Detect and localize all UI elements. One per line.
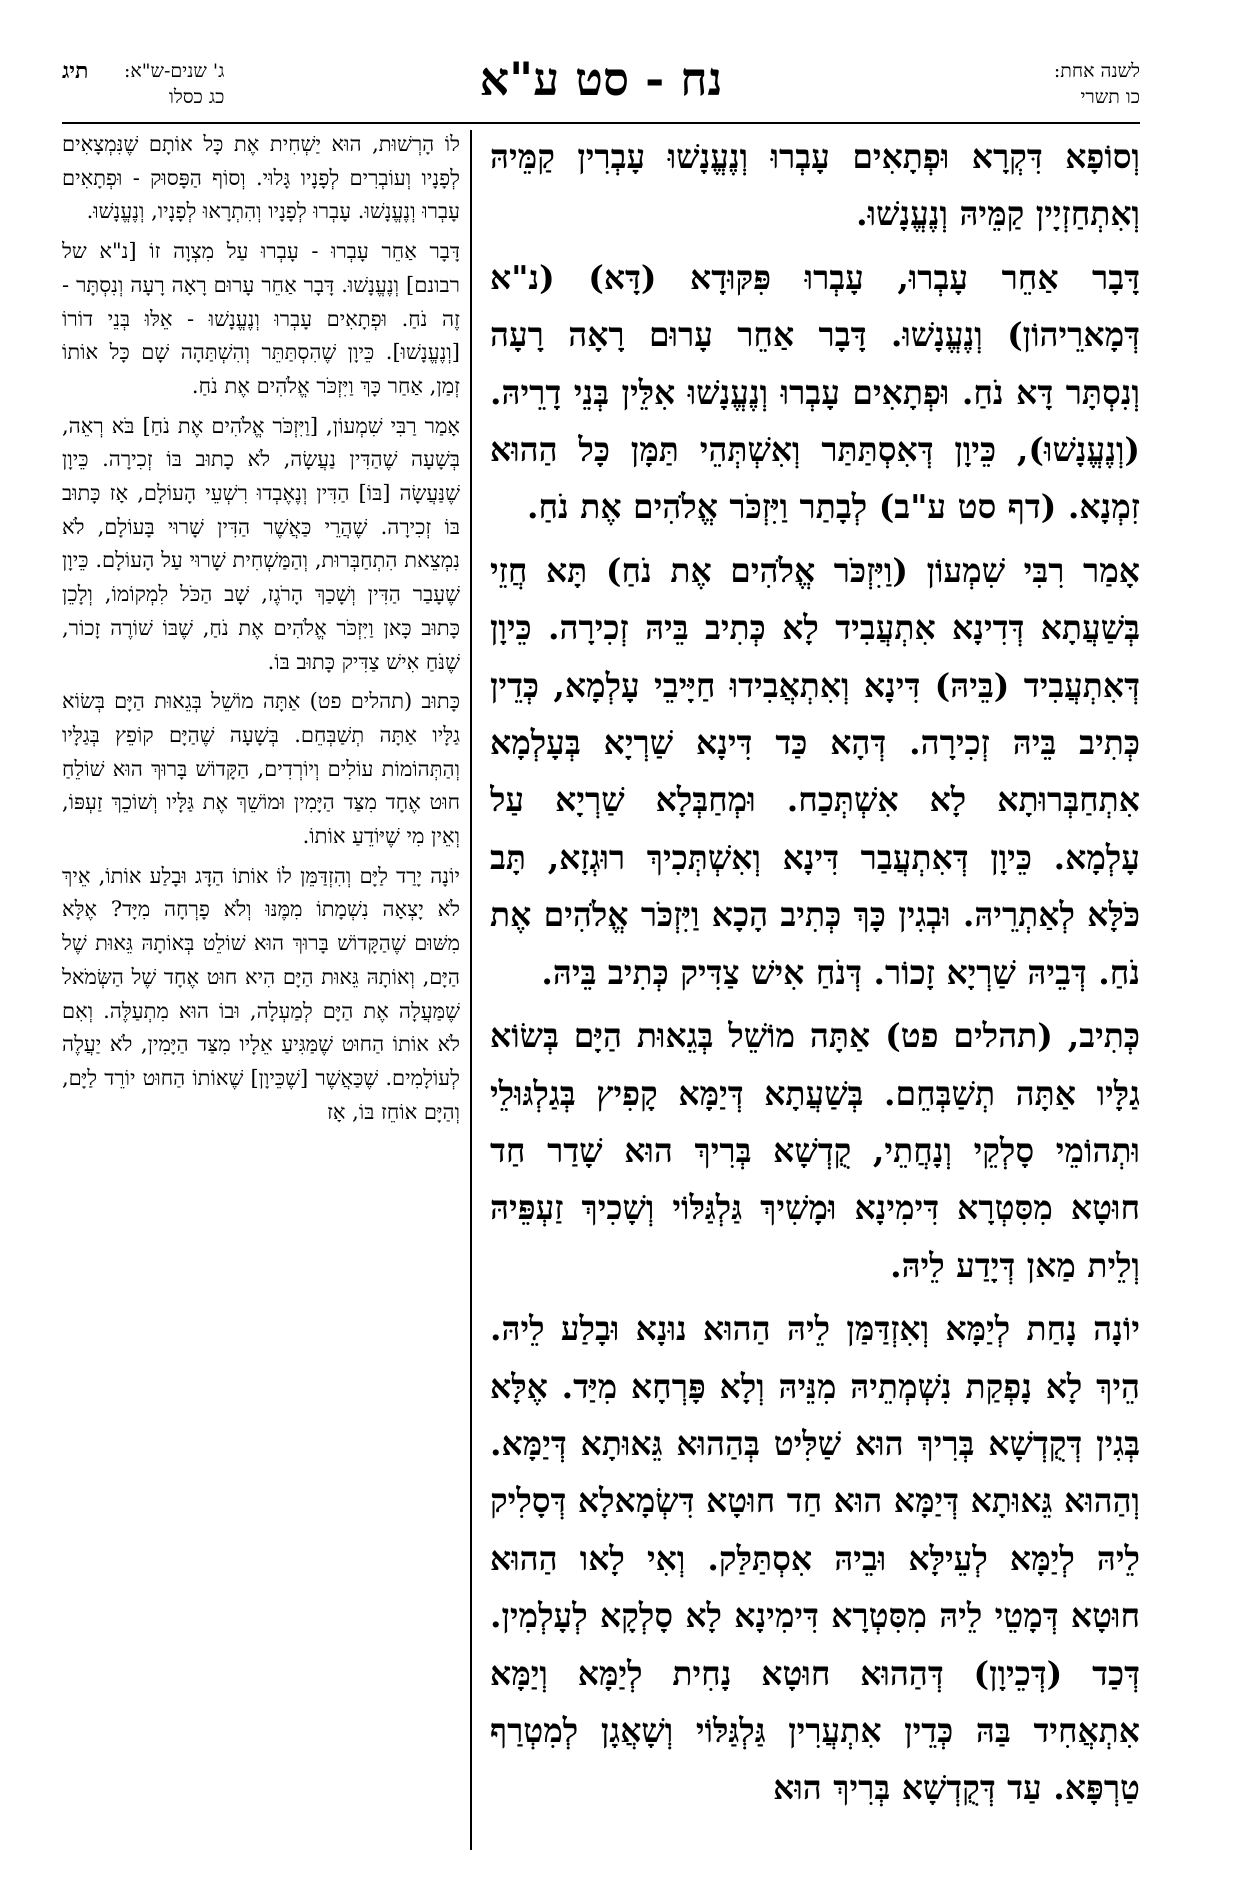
main-paragraph: כְּתִיב, (תהלים פט) אַתָּה מוֹשֵׁל בְּגֵאוּת הַיָּם בְּשׂוֹא גַלָּיו אַתָּה תְשַׁבְּחֵם. בְּשַׁעֲתָא דְּיַמָּא קָפִיץ בְּגַלְגּוּלֵי וּתְהוֹמֵי סָלְקֵי וְנָחֲתֵי, קֻדְשָׁא בְּרִיךְ הוּא שָׁדַר חַד חוּטָא מִסִּטְרָא דִּימִינָא וּמָשִׁיךְ גַּלְגַּלּוֹי וְשָׁכִיךְ זַעְפֵּיהּ וְלֵית מַאן דְּיָדַע לֵיהּ.	[490, 1016, 1140, 1285]
schedule-label-three-years: ג' שנים-ש"א:	[124, 60, 225, 82]
main-paragraph: אָמַר רִבִּי שִׁמְעוֹן (וַיִּזְכֹּר אֱלֹהִים אֶת נֹחַ) תָּא חֲזֵי בְּשַׁעֲתָא דְּדִינָא אִתְעֲבִיד לָא כְּתִיב בֵּיהּ זְכִירָה. כֵּיוָן דְּאִתְעֲבִיד (בֵּיהּ) דִּינָא וְאִתְאֲבִידוּ חַיָּיבֵי עָלְמָא, כְּדֵין כְּתִיב בֵּיהּ זְכִירָה. דְּהָא כַּד דִּינָא שַׁרְיָא בְּעָלְמָא אִתְחַבְּרוּתָא לָא אִשְׁתְּכַח. וּמְחַבְּלָא שַׁרְיָא עַל עָלְמָא. כֵּיוָן דְּאִתְעֲבַר דִּינָא וְאִשְׁתְּכִיךְ רוּגְזָא, תָּב כֹּלָּא לְאַתְרֵיהּ. וּבְגִין כָּךְ כְּתִיב הָכָא וַיִּזְכֹּר אֱלֹהִים אֶת נֹחַ. דְּבֵיהּ שַׁרְיָא זָכוֹר. דְּנֹחַ אִישׁ צַדִּיק כְּתִיב בֵּיהּ.	[490, 550, 1140, 992]
page-title: נח - סט ע"א	[479, 52, 723, 106]
header-study-schedule-left	[124, 58, 224, 110]
side-paragraph: דָּבָר אַחֵר עָבְרוּ - עָבְרוּ עַל מִצְוָה זוֹ [נ"א של רבונם] וְנֶעֱנָשׁוּ. דָּבָר אַחֵר עָרוּם רָאָה רָעָה וְנִסְתָּר - זֶה נֹחַ. וּפְתָאִים עָבְרוּ וְנֶעֱנָשׁוּ - אֵלּוּ בְּנֵי דוֹרוֹ [וְנֶעֱנָשׁוּ]. כֵּיוָן שֶׁהִסְתַּתֵּר וְהִשְׁתַּהָה שָׁם כָּל אוֹתוֹ זְמַן, אַחַר כָּךְ וַיִּזְכֹּר אֱלֹהִים אֶת נֹחַ.	[62, 239, 460, 398]
main-paragraph: דָּבָר אַחֵר עָבְרוּ, עָבְרוּ פִּקּוּדָא (דָּא) (נ"א דְּמָארֵיהוֹן) וְנֶעֱנָשׁוּ. דָּבָר אַחֵר עָרוּם רָאָה רָעָה וְנִסְתָּר דָּא נֹחַ. וּפְתָאִים עָבְרוּ וְנֶעֱנָשׁוּ אִלֵּין בְּנֵי דָרֵיהּ. (וְנֶעֱנָשׁוּ), כֵּיוָן דְּאִסְתַּתַּר וְאִשְׁתְּהֵי תַּמָּן כָּל הַהוּא זִמְנָא. (דף סט ע"ב) לְבָתַר וַיִּזְכֹּר אֱלֹהִים אֶת נֹחַ.	[490, 257, 1140, 527]
page-number: תיג	[62, 58, 89, 84]
main-paragraph: יוֹנָה נָחַת לְיַמָּא וְאִזְדַּמַּן לֵיהּ הַהוּא נוּנָא וּבָלַע לֵיהּ. הֵיךְ לָא נָפְקַת נִשְׁמְתֵיהּ מִנֵּיהּ וְלָא פָּרְחָא מִיַּד. אֶלָּא בְּגִין דְּקֻדְשָׁא בְּרִיךְ הוּא שַׁלִּיט בְּהַהוּא גֵּאוּתָא דְּיַמָּא. וְהַהוּא גֵּאוּתָא דְּיַמָּא הוּא חַד חוּטָא דִּשְׂמָאלָא דְּסָלִיק לֵיהּ לְיַמָּא לְעֵילָּא וּבֵיהּ אִסְתַּלַּק. וְאִי לָאו הַהוּא חוּטָא דְּמָטֵי לֵיהּ מִסִּטְרָא דִּימִינָא לָא סָלְקָא לְעָלְמִין. דְּכַד (דְּכֵיוָן) דְּהַהוּא חוּטָא נָחִית לְיַמָּא וְיַמָּא אִתְאֲחִיד בַּהּ כְּדֵין אִתְעֲרִין גַּלְגַּלּוֹי וְשָׁאֲגָן לְמִטְרַף טַרְפָּא. עַד דְּקֻדְשָׁא בְּרִיךְ הוּא	[490, 1309, 1140, 1808]
schedule-date-tishrei: כו תשרי	[1080, 86, 1140, 108]
aramaic-text-column	[490, 128, 1140, 1850]
side-paragraph: אָמַר רַבִּי שִׁמְעוֹן, [וַיִּזְכֹּר אֱלֹהִים אֶת נֹחַ] בֹּא רְאֵה, בְּשָׁעָה שֶׁהַדִּין נַעֲשָׂה, לֹא כָתוּב בּוֹ זְכִירָה. כֵּיוָן שֶׁנַּעֲשָׂה [בּוֹ] הַדִּין וְנֶאֶבְדוּ רִשְׁעֵי הָעוֹלָם, אָז כָּתוּב בּוֹ זְכִירָה. שֶׁהֲרֵי כַּאֲשֶׁר הַדִּין שָׁרוּי בָּעוֹלָם, לֹא נִמְצֵאת הִתְחַבְּרוּת, וְהַמַּשְׁחִית שָׁרוּי עַל הָעוֹלָם. כֵּיוָן שֶׁעָבַר הַדִּין וְשָׁכַךְ הָרֹגֶז, שָׁב הַכֹּל לִמְקוֹמוֹ, וְלָכֵן כָּתוּב כָּאן וַיִּזְכֹּר אֱלֹהִים אֶת נֹחַ, שֶׁבּוֹ שׁוֹרֶה זָכוֹר, שֶׁנֹּחַ אִישׁ צַדִּיק כָּתוּב בּוֹ.	[62, 413, 460, 674]
page-header	[62, 48, 1140, 116]
side-paragraph: כָּתוּב (תהלים פט) אַתָּה מוֹשֵׁל בְּגֵאוּת הַיָּם בְּשׂוֹא גַלָּיו אַתָּה תְשַׁבְּחֵם. בְּשָׁעָה שֶׁהַיָּם קוֹפֵץ בְּגַלָּיו וְהַתְּהוֹמוֹת עוֹלִים וְיוֹרְדִים, הַקָּדוֹשׁ בָּרוּךְ הוּא שׁוֹלֵחַ חוּט אֶחָד מִצַּד הַיָּמִין וּמוֹשֵׁךְ אֶת גַּלָּיו וְשׁוֹכֵךְ זַעְפּוֹ, וְאֵין מִי שֶׁיּוֹדֵעַ אוֹתוֹ.	[62, 689, 460, 849]
side-paragraph: לוֹ הָרְשׁוּת, הוּא יַשְׁחִית אֶת כָּל אוֹתָם שֶׁנִּמְצָאִים לְפָנָיו וְעוֹבְרִים לְפָנָיו גָּלוּי. וְסוֹף הַפָּסוּק - וּפְתָאִים עָבְרוּ וְנֶעֱנָשׁוּ. עָבְרוּ לְפָנָיו וְהִתְרָאוּ לְפָנָיו, וְנֶעֱנָשׁוּ.	[62, 132, 460, 224]
column-divider	[470, 130, 472, 1850]
schedule-label-one-year: לשנה אחת:	[1053, 60, 1140, 82]
side-paragraph: יוֹנָה יָרַד לַיָּם וְהִזְדַּמֵּן לוֹ אוֹתוֹ הַדָּג וּבָלַע אוֹתוֹ, אֵיךְ לֹא יָצְאָה נִשְׁמָתוֹ מִמֶּנּוּ וְלֹא פָרְחָה מִיָּד? אֶלָּא מִשּׁוּם שֶׁהַקָּדוֹשׁ בָּרוּךְ הוּא שׁוֹלֵט בְּאוֹתָהּ גֵּאוּת שֶׁל הַיָּם, וְאוֹתָהּ גֵּאוּת הַיָּם הִיא חוּט אֶחָד שֶׁל הַשְּׂמֹאל שֶׁמַּעֲלָה אֶת הַיָּם לְמַעְלָה, וּבוֹ הוּא מִתְעַלֶּה. וְאִם לֹא אוֹתוֹ הַחוּט שֶׁמַּגִּיעַ אֵלָיו מִצַּד הַיָּמִין, לֹא יַעֲלֶה לְעוֹלָמִים. שֶׁכַּאֲשֶׁר [שֶׁכֵּיוָן] שֶׁאוֹתוֹ הַחוּט יוֹרֵד לַיָּם, וְהַיָּם אוֹחֵז בּוֹ, אָז	[62, 863, 460, 1124]
schedule-date-kislev: כג כסלו	[168, 86, 225, 108]
main-paragraph: וְסוֹפָא דִּקְרָא וּפְתָאִים עָבְרוּ וְנֶעֱנָשׁוּ עָבְרִין קַמֵּיהּ וְאִתְחַזְיָין קַמֵּיהּ וְנֶעֱנָשׁוּ.	[490, 137, 1140, 234]
header-divider	[62, 122, 1140, 124]
hebrew-translation-column	[62, 128, 460, 1850]
